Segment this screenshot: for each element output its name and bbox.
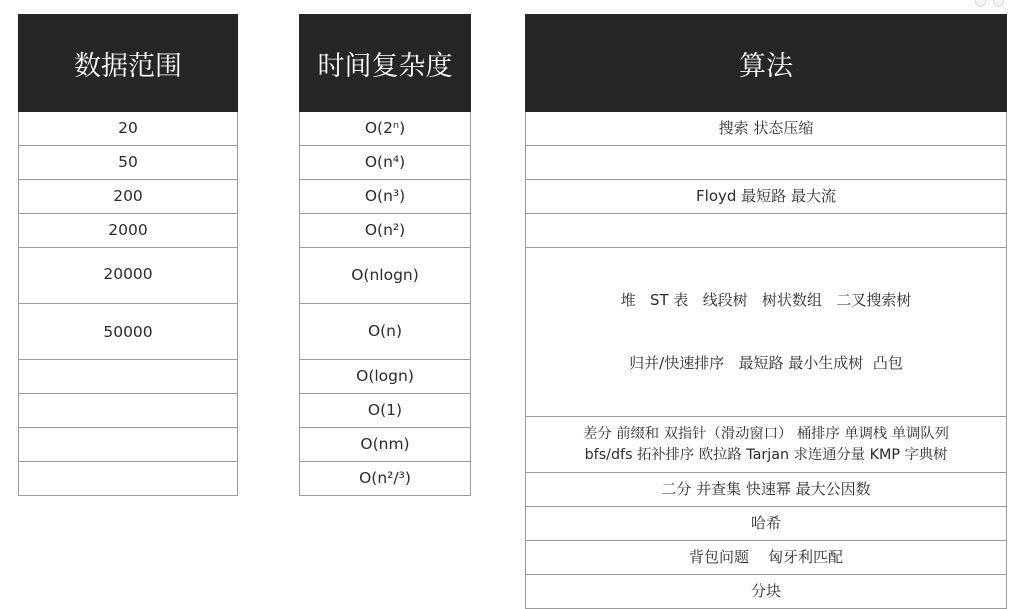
algorithm-cell xyxy=(526,146,1007,180)
range-cell xyxy=(19,462,238,496)
range-cell xyxy=(19,360,238,394)
complexity-cell: O(nm) xyxy=(300,428,471,462)
range-cell: 50000 xyxy=(19,304,238,360)
algorithm-line: 二分 并查集 快速幂 最大公因数 xyxy=(661,480,871,498)
algorithm-line: Floyd 最短路 最大流 xyxy=(696,187,836,205)
algorithm-cell xyxy=(526,248,1007,417)
range-cell: 50 xyxy=(19,146,238,180)
algorithm-cell xyxy=(526,417,1007,473)
range-cell: 20 xyxy=(19,112,238,146)
range-cell: 2000 xyxy=(19,214,238,248)
algorithm-line: 背包问题 匈牙利匹配 xyxy=(688,548,844,566)
complexity-cell: O(1) xyxy=(300,394,471,428)
complexity-cell: O(logn) xyxy=(300,360,471,394)
algorithm-cell xyxy=(526,507,1007,541)
algorithm-line: 归并/快速排序 最短路 最小生成树 凸包 xyxy=(629,354,903,372)
time-complexity-table xyxy=(299,14,471,496)
range-cell: 200 xyxy=(19,180,238,214)
algorithm-cell xyxy=(526,112,1007,146)
algorithm-cell xyxy=(526,473,1007,507)
algorithm-cell xyxy=(526,180,1007,214)
complexity-cell: O(n³) xyxy=(300,180,471,214)
algorithm-line: 分块 xyxy=(750,582,781,600)
range-cell: 20000 xyxy=(19,248,238,304)
algorithm-cell xyxy=(526,575,1007,609)
data-range-table xyxy=(18,14,238,496)
corner-decoration xyxy=(960,0,1020,6)
algorithm-line: 搜索 状态压缩 xyxy=(718,119,814,137)
algorithm-line: 堆 ST 表 线段树 树状数组 二叉搜索树 xyxy=(620,291,912,309)
algorithm-line: 哈希 xyxy=(750,514,781,532)
algorithm-header: 算法 xyxy=(526,15,1007,112)
time-complexity-header: 时间复杂度 xyxy=(300,15,471,112)
complexity-cell: O(nlogn) xyxy=(300,248,471,304)
complexity-cell: O(n⁴) xyxy=(300,146,471,180)
range-cell xyxy=(19,394,238,428)
complexity-cell: O(n) xyxy=(300,304,471,360)
algorithm-line: bfs/dfs 拓补排序 欧拉路 Tarjan 求连通分量 KMP 字典树 xyxy=(584,446,948,463)
algorithm-table xyxy=(525,14,1007,609)
algorithm-line: 差分 前缀和 双指针（滑动窗口） 桶排序 单调栈 单调队列 xyxy=(583,425,949,442)
range-cell xyxy=(19,428,238,462)
complexity-cell: O(n²) xyxy=(300,214,471,248)
complexity-cell: O(n²/³) xyxy=(300,462,471,496)
algorithm-cell xyxy=(526,541,1007,575)
complexity-cell: O(2ⁿ) xyxy=(300,112,471,146)
data-range-header: 数据范围 xyxy=(19,15,238,112)
algorithm-cell xyxy=(526,214,1007,248)
